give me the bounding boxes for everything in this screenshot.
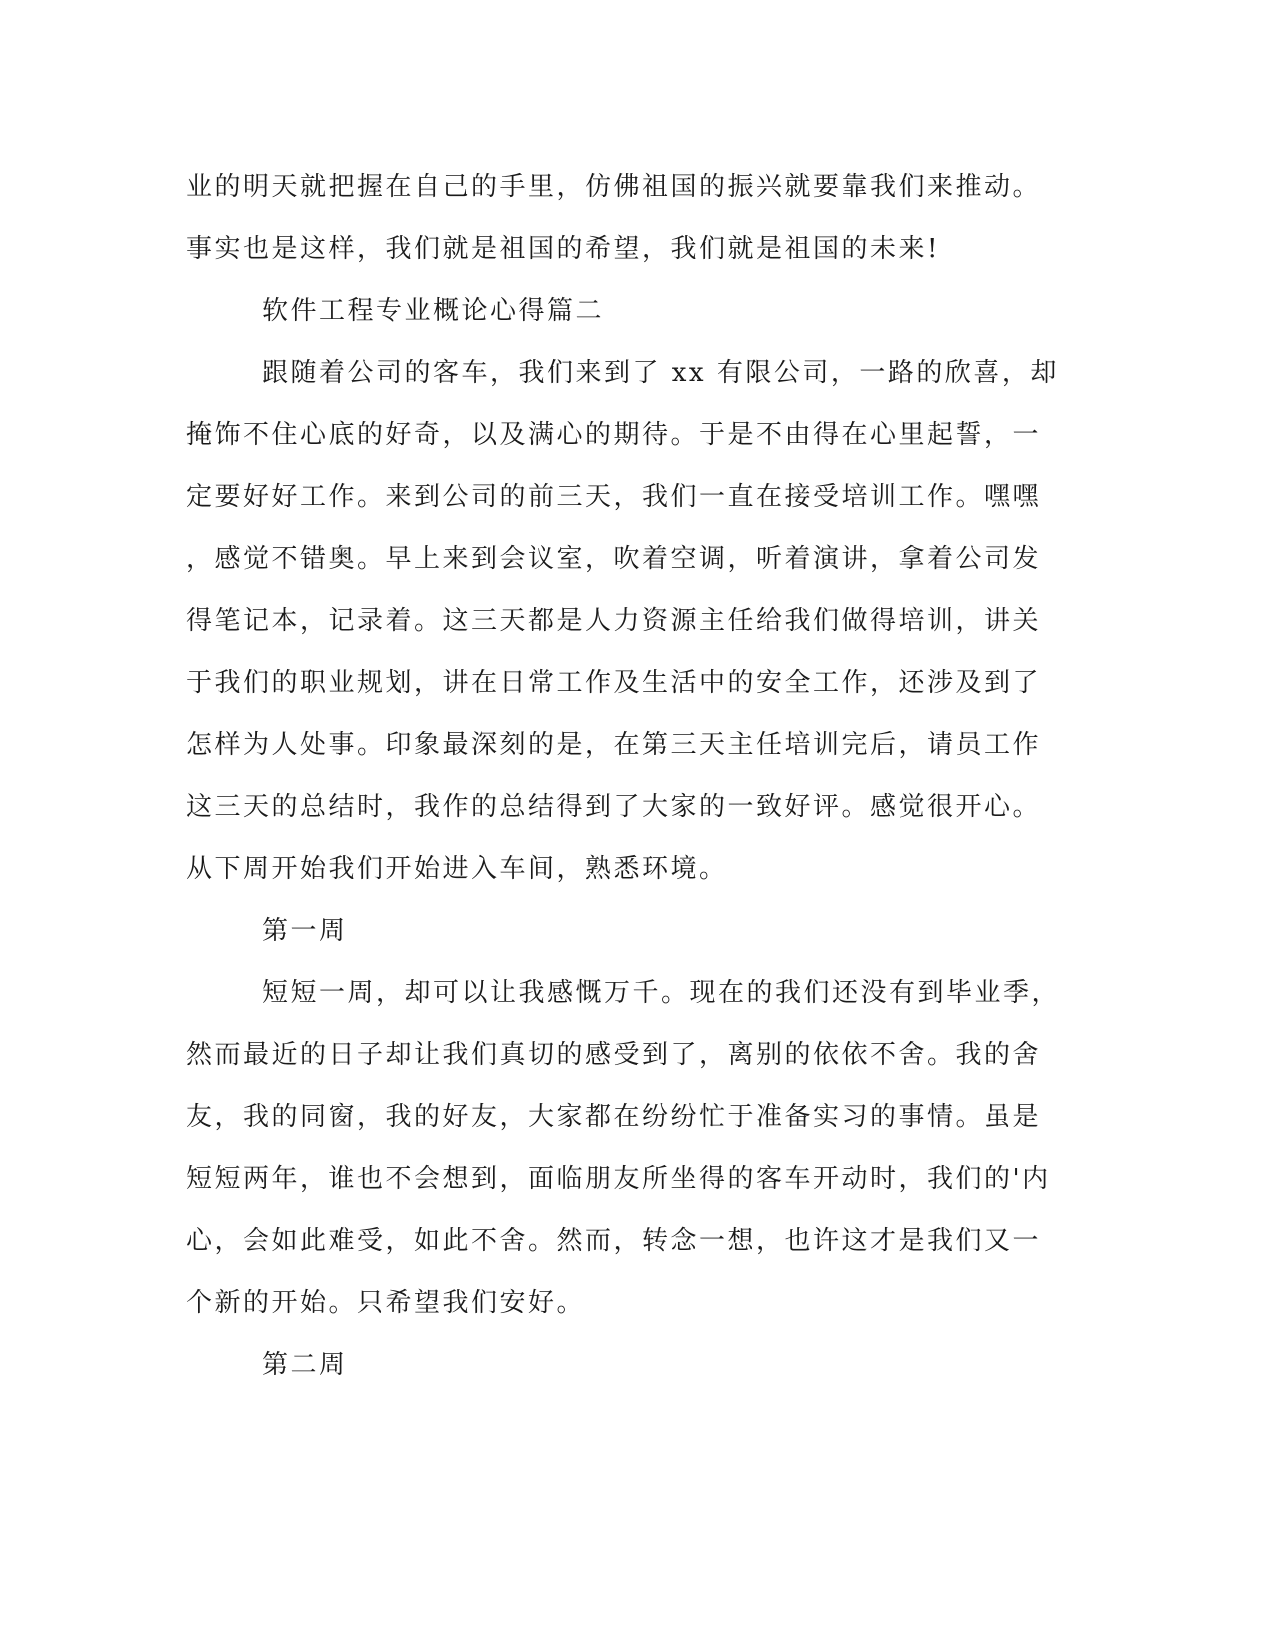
section-heading: 软件工程专业概论心得篇二 <box>262 296 605 326</box>
body-text <box>186 156 1061 1396</box>
text-line: 从下周开始我们开始进入车间，熟悉环境。 <box>186 854 728 884</box>
text-line: 友，我的同窗，我的好友，大家都在纷纷忙于准备实习的事情。虽是 <box>186 1102 1042 1132</box>
text-line: 怎样为人处事。印象最深刻的是，在第三天主任培训完后，请员工作 <box>186 730 1042 760</box>
text-line: 得笔记本，记录着。这三天都是人力资源主任给我们做得培训，讲关 <box>186 606 1042 636</box>
text-line: 事实也是这样，我们就是祖国的希望，我们就是祖国的未来! <box>186 234 940 264</box>
week-heading: 第一周 <box>262 916 348 946</box>
text-line: 业的明天就把握在自己的手里，仿佛祖国的振兴就要靠我们来推动。 <box>186 172 1042 202</box>
text-line: 掩饰不住心底的好奇，以及满心的期待。于是不由得在心里起誓，一 <box>186 420 1042 450</box>
text-line: 短短两年，谁也不会想到，面临朋友所坐得的客车开动时，我们的'内 <box>186 1164 1051 1194</box>
text-line: 于我们的职业规划，讲在日常工作及生活中的安全工作，还涉及到了 <box>186 668 1042 698</box>
text-line: 这三天的总结时，我作的总结得到了大家的一致好评。感觉很开心。 <box>186 792 1042 822</box>
text-line: 然而最近的日子却让我们真切的感受到了，离别的依依不舍。我的舍 <box>186 1040 1042 1070</box>
week-heading: 第二周 <box>262 1350 348 1380</box>
text-line: 跟随着公司的客车，我们来到了 xx 有限公司，一路的欣喜，却 <box>262 358 1059 388</box>
text-line: 心，会如此难受，如此不舍。然而，转念一想，也许这才是我们又一 <box>186 1226 1042 1256</box>
text-line: ，感觉不错奥。早上来到会议室，吹着空调，听着演讲，拿着公司发 <box>186 544 1042 574</box>
text-line: 定要好好工作。来到公司的前三天，我们一直在接受培训工作。嘿嘿 <box>186 482 1042 512</box>
text-line: 个新的开始。只希望我们安好。 <box>186 1288 586 1318</box>
text-line: 短短一周，却可以让我感慨万千。现在的我们还没有到毕业季， <box>262 978 1061 1008</box>
